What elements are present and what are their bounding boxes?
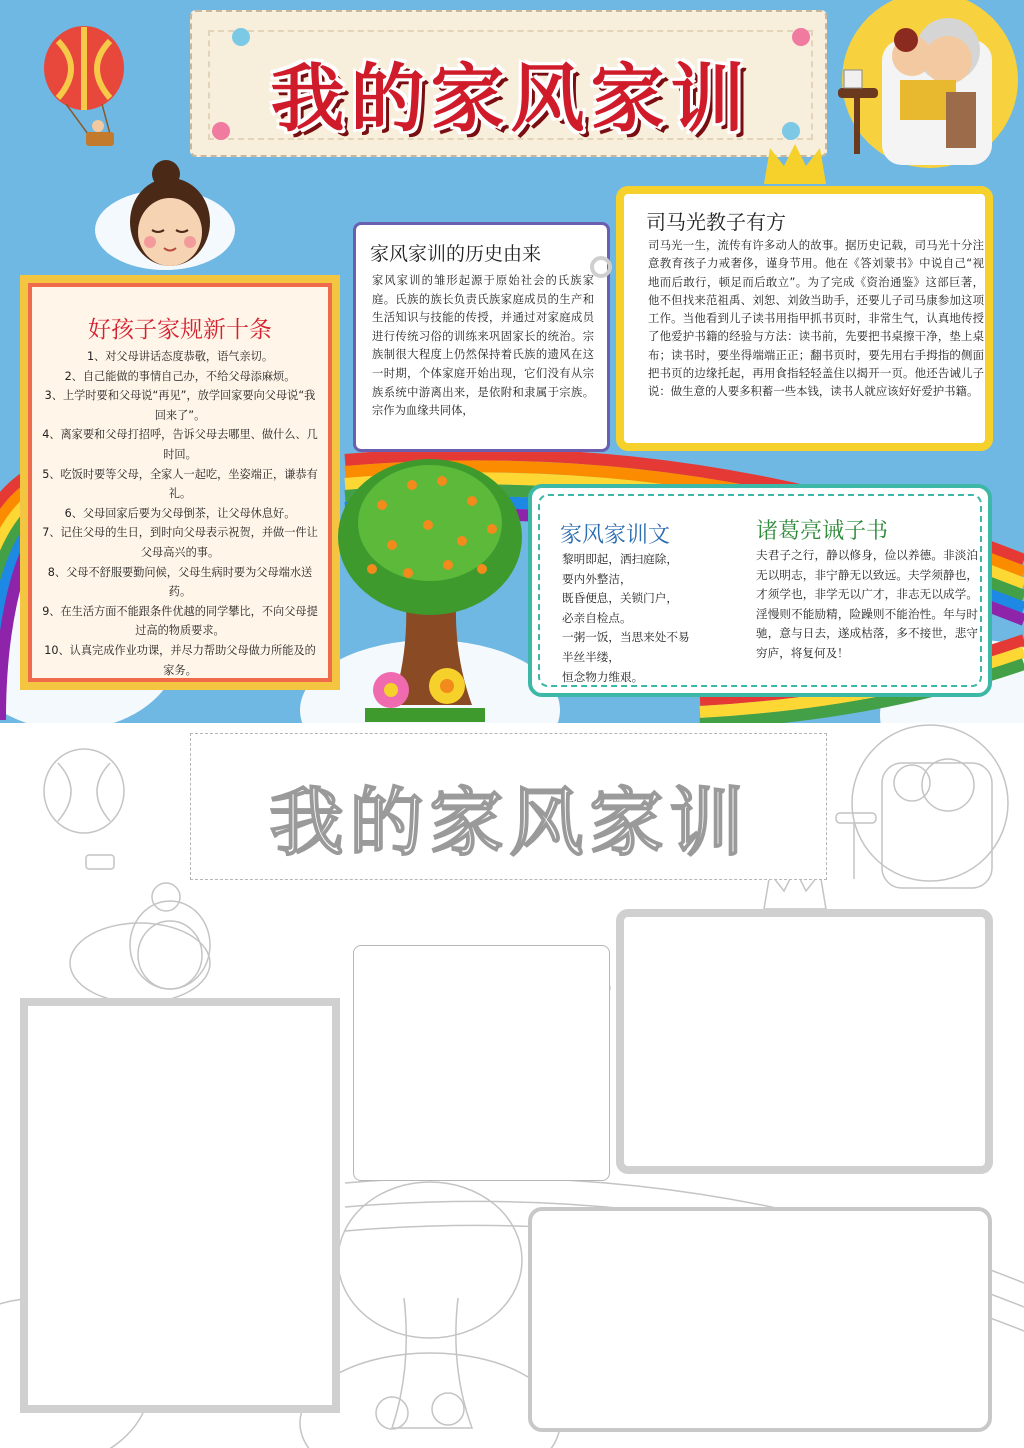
- zhuge-liang-text: 夫君子之行，静以修身，俭以养德。非淡泊无以明志，非宁静无以致远。夫学须静也，才须学也，非学无以广才，非志无以成学。淫慢则不能励精，险躁则不能治性。年与时驰，意与日去，遂成枯落，多不接世，悲守穷庐，将复何及！: [756, 548, 978, 660]
- rule-item: 7、记住父母的生日，到时向父母表示祝贺，并做一件让父母高兴的事。: [42, 526, 318, 559]
- sketch-title-banner: [190, 733, 827, 880]
- outline-poster: [0, 723, 1024, 1448]
- rule-item: 1、对父母讲话态度恭敬，语气亲切。: [86, 350, 274, 363]
- history-heading: 家风家训的历史由来: [370, 243, 542, 265]
- sketch-page-title: 我的家风家训: [269, 780, 750, 866]
- page-title: 我的家风家训: [270, 56, 751, 142]
- maxim-line: 半丝半缕，: [562, 649, 620, 664]
- rule-item: 6、父母回家后要为父母倒茶，让父母休息好。: [64, 506, 296, 520]
- rule-item: 10、认真完成作业功课，并尽力帮助父母做力所能及的家务。: [44, 643, 316, 677]
- hot-air-balloon-icon: [36, 26, 136, 156]
- sketch-bottom-card: [528, 1207, 992, 1432]
- rule-item: 3、上学时要和父母说“再见”，放学回家要向父母说“我回来了”。: [44, 389, 316, 422]
- sima-guang-text: 司马光一生，流传有许多动人的故事。据历史记载，司马光十分注意教育孩子力戒奢侈，谨身节用。他在《答刘蒙书》中说自己“视地而后敢行，顿足而后敢立”。为了完成《资治通鉴》这部巨著，他不但找来范祖禹、刘恕、刘敛当助手，还要儿子司马康参加这项工作。当他看到儿子读书用指甲抓书页时，非常生气，认真地传授了他爱护书籍的经验与方法：读书前，先要把书桌擦干净，垫上桌布；读书时，要坐得端端正正；翻书页时，要先用右手拇指的侧面把书页的边缘托起，再用食指轻轻盖住以揭开一页。他还告诫儿子说：做生意的人要多积蓄一些本钱，读书人就应该好好爱护书籍。: [648, 238, 984, 399]
- rule-item: 9、在生活方面不能跟条件优越的同学攀比，不向父母提过高的物质要求。: [42, 604, 318, 638]
- maxim-line: 恒念物力维艰。: [562, 669, 644, 684]
- family-rules-heading: 好孩子家规新十条: [88, 317, 272, 343]
- sketch-middle-card: [353, 945, 610, 1181]
- flowers-icon: [365, 660, 485, 722]
- zhuge-liang-heading: 诸葛亮诫子书: [756, 519, 889, 544]
- rule-item: 5、吃饭时要等父母，全家人一起吃，坐姿端正，谦恭有礼。: [42, 467, 318, 501]
- girl-face-icon: [120, 160, 220, 270]
- maxim-line: 必亲自检点。: [562, 610, 632, 625]
- title-banner: [190, 10, 827, 157]
- sima-guang-card: [616, 186, 993, 451]
- maxim-line: 既昏便息，关锁门户，: [562, 591, 678, 606]
- sima-guang-heading: 司马光教子有方: [646, 210, 786, 234]
- family-rules-list: [42, 347, 318, 680]
- family-rules-card: [20, 275, 340, 690]
- family-maxims-card: [528, 484, 992, 697]
- family-maxims-text: [562, 550, 732, 687]
- rule-item: 2、自己能做的事情自己办，不给父母添麻烦。: [64, 369, 296, 383]
- rule-item: 4、离家要和父母打招呼，告诉父母去哪里、做什么、几时回。: [42, 428, 318, 461]
- ring-clip-icon: [586, 252, 616, 282]
- crown-icon: [760, 140, 830, 188]
- history-text: 家风家训的雏形起源于原始社会的氏族家庭。氏族的族长负责氏族家庭成员的生产和生活知识与技能的传授，并通过对家庭成员进行传统习俗的训练来巩固家长的统治。宗族制很大程度上仍然保持着氏族的遗风在这一时期，个体家庭开始出现，它们没有从宗族系统中游离出来，是依附和隶属于宗族。宗作为血缘共同体，: [372, 274, 594, 418]
- maxim-line: 要内外整洁，: [562, 571, 632, 586]
- color-poster: [0, 0, 1024, 723]
- sketch-right-card: [616, 909, 993, 1174]
- rule-item: 8、父母不舒服要勤问候，父母生病时要为父母端水送药。: [47, 565, 313, 599]
- sketch-left-card: [20, 998, 340, 1413]
- maxim-line: 黎明即起，洒扫庭除，: [562, 552, 678, 566]
- history-card: [353, 222, 610, 452]
- family-maxims-heading: 家风家训文: [560, 523, 671, 548]
- grandma-reading-icon: [820, 0, 1024, 175]
- maxim-line: 一粥一饭，当思来处不易: [562, 630, 690, 645]
